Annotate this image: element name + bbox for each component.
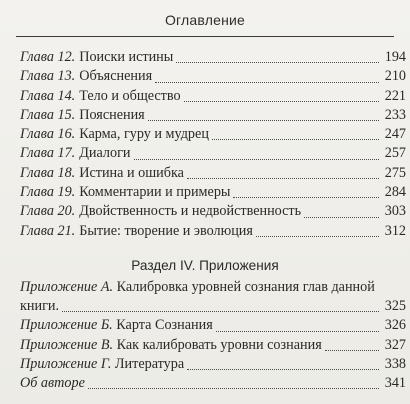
page-number: 233 <box>384 106 406 123</box>
toc-entry <box>20 202 406 221</box>
toc-entry-about-author <box>20 374 406 393</box>
appendix-title: Карта Сознания <box>116 317 213 334</box>
appendix-a-line-1 <box>20 278 406 297</box>
chapter-number: 14. <box>57 87 76 104</box>
chapter-title: Комментарии и примеры <box>79 184 231 201</box>
chapter-label: Глава <box>20 164 54 181</box>
chapter-list <box>20 48 406 241</box>
chapter-number: 20. <box>57 203 76 220</box>
chapter-number: 15. <box>57 106 76 123</box>
appendix-list <box>20 278 406 393</box>
appendix-title: Как калибровать уровни сознания <box>116 336 322 353</box>
chapter-label: Глава <box>20 222 54 239</box>
toc-entry-appendix-d <box>20 355 406 374</box>
chapter-title: Истина и ошибка <box>79 164 184 181</box>
chapter-title: Тело и общество <box>79 87 181 104</box>
page-number: 326 <box>384 317 406 334</box>
page-number: 338 <box>384 355 406 372</box>
page-number: 325 <box>384 298 406 315</box>
dot-leader <box>212 139 379 140</box>
chapter-number: 19. <box>57 184 76 201</box>
appendix-a-line-2 <box>20 297 406 316</box>
dot-leader <box>62 311 379 312</box>
dot-leader <box>176 62 379 63</box>
chapter-title: Диалоги <box>79 145 131 162</box>
chapter-number: 21. <box>57 222 76 239</box>
chapter-label: Глава <box>20 184 54 201</box>
appendix-label: Приложение Б. <box>20 317 113 334</box>
toc-entry <box>20 106 406 125</box>
toc-entry <box>20 67 406 86</box>
page-number: 341 <box>384 375 406 392</box>
chapter-number: 18. <box>57 164 76 181</box>
chapter-label: Глава <box>20 203 54 220</box>
toc-entry-appendix-c <box>20 336 406 355</box>
page-number: 194 <box>384 49 406 65</box>
about-author-label: Об авторе <box>20 375 85 392</box>
chapter-label: Глава <box>20 145 54 162</box>
appendix-label: Приложение Г. <box>20 355 112 372</box>
chapter-number: 13. <box>57 68 76 85</box>
appendix-title-continuation: книги. <box>20 298 60 315</box>
appendix-title: Литература <box>114 355 185 372</box>
page-number: 247 <box>384 126 406 143</box>
dot-leader <box>216 331 379 332</box>
page-number: 275 <box>384 164 406 181</box>
dot-leader <box>187 178 379 179</box>
dot-leader <box>256 236 379 237</box>
appendix-label: Приложение В. <box>20 336 114 353</box>
chapter-title: Объяснения <box>79 68 153 85</box>
chapter-label: Глава <box>20 68 54 85</box>
chapter-label: Глава <box>20 106 54 123</box>
toc-entry-appendix-a <box>20 278 406 316</box>
page-number: 284 <box>384 184 406 201</box>
appendix-label: Приложение А. <box>20 279 114 295</box>
header-rule <box>16 36 394 37</box>
page-number: 257 <box>384 145 406 162</box>
toc-entry <box>20 164 406 183</box>
dot-leader <box>187 369 379 370</box>
chapter-title: Бытие: творение и эволюция <box>79 222 253 239</box>
toc-entry <box>20 183 406 202</box>
toc-entry <box>20 222 406 241</box>
appendix-title: Калибровка уровней сознания глав данной <box>116 279 375 295</box>
dot-leader <box>325 350 379 351</box>
dot-leader <box>88 388 379 389</box>
chapter-label: Глава <box>20 87 54 104</box>
dot-leader <box>233 197 379 198</box>
dot-leader <box>304 217 379 218</box>
toc-entry <box>20 144 406 163</box>
dot-leader <box>155 82 379 83</box>
chapter-label: Глава <box>20 49 54 65</box>
section-heading: Раздел IV. Приложения <box>131 258 279 273</box>
page-number: 312 <box>384 222 406 239</box>
chapter-title: Карма, гуру и мудрец <box>79 126 209 143</box>
chapter-title: Пояснения <box>79 106 145 123</box>
page-number: 210 <box>384 68 406 85</box>
page-running-title: Оглавление <box>164 12 246 28</box>
toc-entry <box>20 48 406 67</box>
chapter-number: 16. <box>57 126 76 143</box>
chapter-number: 17. <box>57 145 76 162</box>
dot-leader <box>148 120 379 121</box>
page-number: 221 <box>384 87 406 104</box>
dot-leader <box>134 159 380 160</box>
chapter-number: 12. <box>57 49 76 65</box>
toc-entry <box>20 87 406 106</box>
chapter-title: Двойственность и недвойственность <box>79 203 302 220</box>
chapter-label: Глава <box>20 126 54 143</box>
toc-entry <box>20 125 406 144</box>
page-number: 327 <box>384 336 406 353</box>
chapter-title: Поиски истины <box>79 49 174 65</box>
page-number: 303 <box>384 203 406 220</box>
toc-entry-appendix-b <box>20 316 406 335</box>
dot-leader <box>184 101 379 102</box>
